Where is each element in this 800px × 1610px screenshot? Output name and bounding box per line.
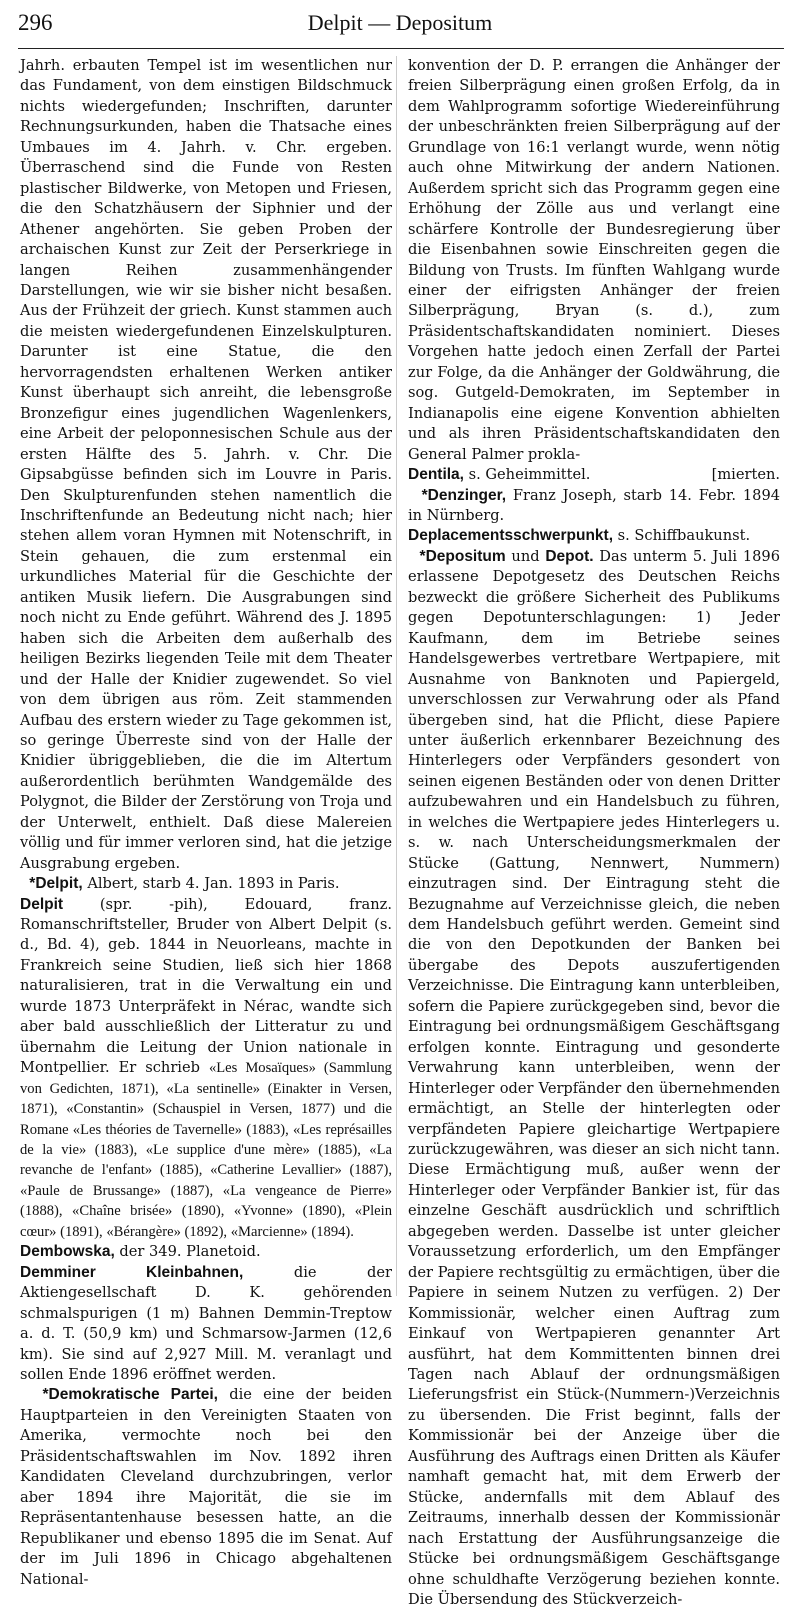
delphi-continuation-paragraph: Jahrh. erbauten Tempel ist im wesentlichen nur das Fundament, von dem einstigen Bildschmuck nichts wiedergefunden; Inschriften, darunter Rechnungsurkunden, haben die Thatsache eines Umbaues im 4. Jahrh. v. Chr. ergeben. Überraschend sind die Funde von Resten plastischer Bildwerke, von Metopen und Friesen, die den Schatzhäusern der Siphnier und der Athener angehörten. Sie geben Proben der archaischen Kunst zur Zeit der Perserkriege in langen Reihen zusammenhängender Darstellungen, wie wir sie bisher nicht besaßen. Aus der Frühzeit der griech. Kunst stammen auch die meisten wiedergefundenen Einzelskulpturen. Darunter ist eine Statue, die den hervorragendsten erhaltenen Werken antiker Kunst überhaupt sich anreiht, die lebensgroße Bronzefigur eines jugendlichen Wagenlenkers, eine Arbeit der peloponnesischen Schule aus der ersten Hälfte des 5. Jahrh. v. Chr. Die Gipsabgüsse befinden sich im Louvre in Paris. Den Skulpturenfunden stehen namentlich die Inschriftenfunde an Bedeutung nicht nach; hier stehen allem voran Hymnen mit Notenschrift, in Stein gehauen, die zum erstenmal ein urkundliches Material für die Geschichte der antiken Musik liefern. Die Ausgrabungen sind noch nicht zu Ende geführt. Während des J. 1895 haben sich die Arbeiten dem außerhalb des heiligen Bezirks liegenden Teile mit dem Theater und der Halle der Knidier zugewendet. So viel von dem übrigen aus röm. Zeit stammenden Aufbau des erstern wieder zu Tage gekommen ist, so geringe Überreste sind von der Halle der Knidier übriggeblieben, die die im Altertum außerordentlich berühmten Wandgemälde des Polygnot, die Bilder der Zerstörung von Troja und der Unterwelt, enthielt. Daß diese Malereien völlig und für immer verloren sind, hat die jetzige Ausgrabung ergeben. bbox=[20, 57, 392, 872]
headword: Demminer Kleinbahnen, bbox=[20, 1263, 244, 1281]
entry-deplacementsschwerpunkt bbox=[408, 526, 780, 546]
entry-text: Albert, starb 4. Jan. 1893 in Paris. bbox=[82, 875, 340, 893]
overflow-word: [mierten. bbox=[711, 466, 780, 484]
entry-dentila bbox=[408, 465, 780, 485]
entry-text: Franz Joseph, starb 14. Febr. 1894 in Nürnberg. bbox=[408, 486, 781, 524]
column-separator bbox=[396, 56, 397, 1296]
entry-denzinger bbox=[408, 486, 780, 527]
running-title: Delpit — Depositum bbox=[307, 10, 493, 35]
headword: Delpit bbox=[20, 895, 64, 913]
header-rule bbox=[18, 48, 784, 49]
headword: *Denzinger, bbox=[421, 486, 507, 504]
entry-text: s. Schiffbaukunst. bbox=[613, 527, 751, 545]
connector: und bbox=[505, 547, 546, 565]
entry-text: Das unterm 5. Juli 1896 erlassene Depotgesetz des Deutschen Reichs bezweckt die größere Sicherheit des Publikums gegen Depotunterschlagungen: 1) Jeder Kaufmann, dem im Betriebe seines Handelsgewerbes vertretbare Wertpapiere, mit Ausnahme von Banknoten und Papiergeld, unverschlossen zur Verwahrung oder als Pfand übergeben sind, hat die Pflicht, diese Papiere unter äußerlich erkennbarer Bezeichnung des Hinterlegers oder Verpfänders gesondert von seinen eigenen Beständen oder von denen Dritter aufzubewahren und ein Handelsbuch zu führen, in welches die Wertpapiere jedes Hinterlegers u. s. w. nach Unterscheidungsmerkmalen der Stücke (Gattung, Nennwert, Nummern) einzutragen sind. Der Eintragung steht die Bezugnahme auf Verzeichnisse gleich, die neben dem Handelsbuch geführt werden. Gemeint sind die von den Depotkunden der Banken bei übergabe des Depots auszufertigenden Verzeichnisse. Die Eintragung kann unterbleiben, sofern die Papiere zurückgegeben sind, bevor die Eintragung bei ordnungsmäßigem Geschäftsgang erfolgen konnte. Eintragung und gesonderte Verwahrung kann unterbleiben, wenn der Hinterleger oder Verpfänder den übernehmenden ermächtigt, an Stelle der hinterlegten oder verpfändeten Papiere gleichartige Wertpapiere zurückzugewähren, was dieser an sich nicht tann. Diese Ermächtigung muß, außer wenn der Hinterleger oder Verpfänder Bankier ist, für das einzelne Geschäft ausdrücklich und schriftlich abgegeben werden. Dasselbe ist unter gleicher Voraussetzung erforderlich, um den Empfänger der Papiere rechtsgültig zu ermächtigen, über die Papiere in seinem Nutzen zu verfügen. 2) Der Kommissionär, welcher einen Auftrag zum Einkauf von Wertpapieren genannter Art ausführt, hat dem Kommittenten binnen drei Tagen nach Ablauf der ordnungsmäßigen Lieferungsfrist ein Stück-(Nummern-)Verzeichnis zu übersenden. Die Frist beginnt, falls der Kommissionär bei der Anzeige über die Ausführung des Auftrags einen Dritten als Käufer namhaft gemacht hat, mit dem Erwerb der Stücke, andernfalls mit dem Ablauf des Zeitraums, innerhalb dessen der Kommissionär nach Erstattung der Ausführungsanzeige die Stücke bei ordnungsmäßigem Geschäftsgange ohne schuldhafte Verzögerung beziehen konnte. Die Übersendung des Stückverzeich- bbox=[408, 547, 781, 1608]
demokratische-continuation: konvention der D. P. errangen die Anhänger der freien Silberprägung einen großen Erfolg, da in dem Wahlprogramm sofortige Wiedereinführung der unbeschränkten freien Silberprägung auf der Grundlage von 16:1 verlangt wurde, wenn nötig auch ohne Mitwirkung der andern Nationen. Außerdem spricht sich das Programm gegen eine Erhöhung der Zölle aus und verlangt eine schärfere Kontrolle der Bundesregierung über die Eisenbahnen sowie Einschreiten gegen die Bildung von Trusts. Im fünften Wahlgang wurde einer der eifrigsten Anhänger der freien Silberprägung, Bryan (s. d.), zum Präsidentschaftskandidaten nominiert. Dieses Vorgehen hatte jedoch einen Zerfall der Partei zur Folge, da die Anhänger der Goldwährung, die sog. Gutgeld-Demokraten, im September in Indianapolis eine eigene Konvention abhielten und als ihren Präsidentschaftskandidaten den General Palmer prokla- bbox=[408, 57, 780, 463]
entry-dembowska bbox=[20, 1242, 392, 1262]
entry-delpit-albert bbox=[20, 874, 392, 894]
entry-text: der 349. Planetoid. bbox=[114, 1243, 261, 1261]
entry-depositum bbox=[408, 547, 780, 1610]
headword: *Demokratische Partei, bbox=[42, 1386, 218, 1404]
entry-demminer-kleinbahnen bbox=[20, 1263, 392, 1386]
headword: *Depositum bbox=[419, 547, 506, 565]
page-number: 296 bbox=[18, 10, 53, 35]
entry-text: (spr. -pih), Edouard, franz. Romanschriftsteller, Bruder von Albert Delpit (s. d., Bd. 4), geb. 1844 in Neuorleans, machte in Frankreich seine Studien, ließ sich hier 1868 naturalisieren, trat in die Verwaltung ein und wurde 1873 Unterpräfekt in Nérac, wandte sich aber bald ausschließlich der Litteratur zu und übernahm die Leitung der Union nationale in Montpellier. Er schrieb bbox=[20, 895, 392, 1077]
page-header bbox=[18, 6, 782, 46]
entry-text: die der Aktiengesellschaft D. K. gehörenden schmalspurigen (1 m) Bahnen Demmin-Treptow a. d. T. (50,9 km) und Schmarsow-Jarmen (12,6 km). Sie sind auf 2,927 Mill. M. veranlagt und sollen Ende 1896 eröffnet werden. bbox=[20, 1263, 392, 1383]
entry-demokratische-partei bbox=[20, 1385, 392, 1590]
entry-delpit-edouard bbox=[20, 895, 392, 1243]
headword: *Delpit, bbox=[29, 875, 83, 893]
headword-secondary: Depot. bbox=[545, 547, 594, 565]
right-column bbox=[408, 56, 781, 1608]
works-list: «Les Mosaïques» (Sammlung von Gedichten, 1871), «La sentinelle» (Einakter in Versen, 1871), «Constantin» (Schauspiel in Versen, 1877) und die Romane «Les théories de Tavernelle» (1883), «Les représailles de la vie» (1883), «Le supplice d'une mère» (1885), «La revanche de l'enfant» (1885), «Catherine Levallier» (1887), «Paule de Brussange» (1887), «La vengeance de Pierre» (1888), «Chaîne brisée» (1890), «Yvonne» (1890), «Plein cœur» (1891), «Bérangère» (1892), «Marcienne» (1894). bbox=[20, 1060, 392, 1240]
entry-text: s. Geheimmittel. bbox=[463, 466, 591, 484]
headword: Deplacementsschwerpunkt, bbox=[408, 527, 614, 545]
headword: Dembowska, bbox=[20, 1243, 115, 1261]
entry-text: die eine der beiden Hauptparteien in den Vereinigten Staaten von Amerika, vermochte noch bei den Präsidentschaftswahlen im Nov. 1892 ihren Kandidaten Cleveland durchzubringen, verlor aber 1894 ihre Majorität, die sie im Repräsentantenhause besessen hatte, an die Republikaner und ebenso 1895 die im Senat. Auf der im Juli 1896 in Chicago abgehaltenen National- bbox=[20, 1386, 392, 1588]
headword: Dentila, bbox=[408, 466, 464, 484]
left-column bbox=[20, 56, 392, 1588]
